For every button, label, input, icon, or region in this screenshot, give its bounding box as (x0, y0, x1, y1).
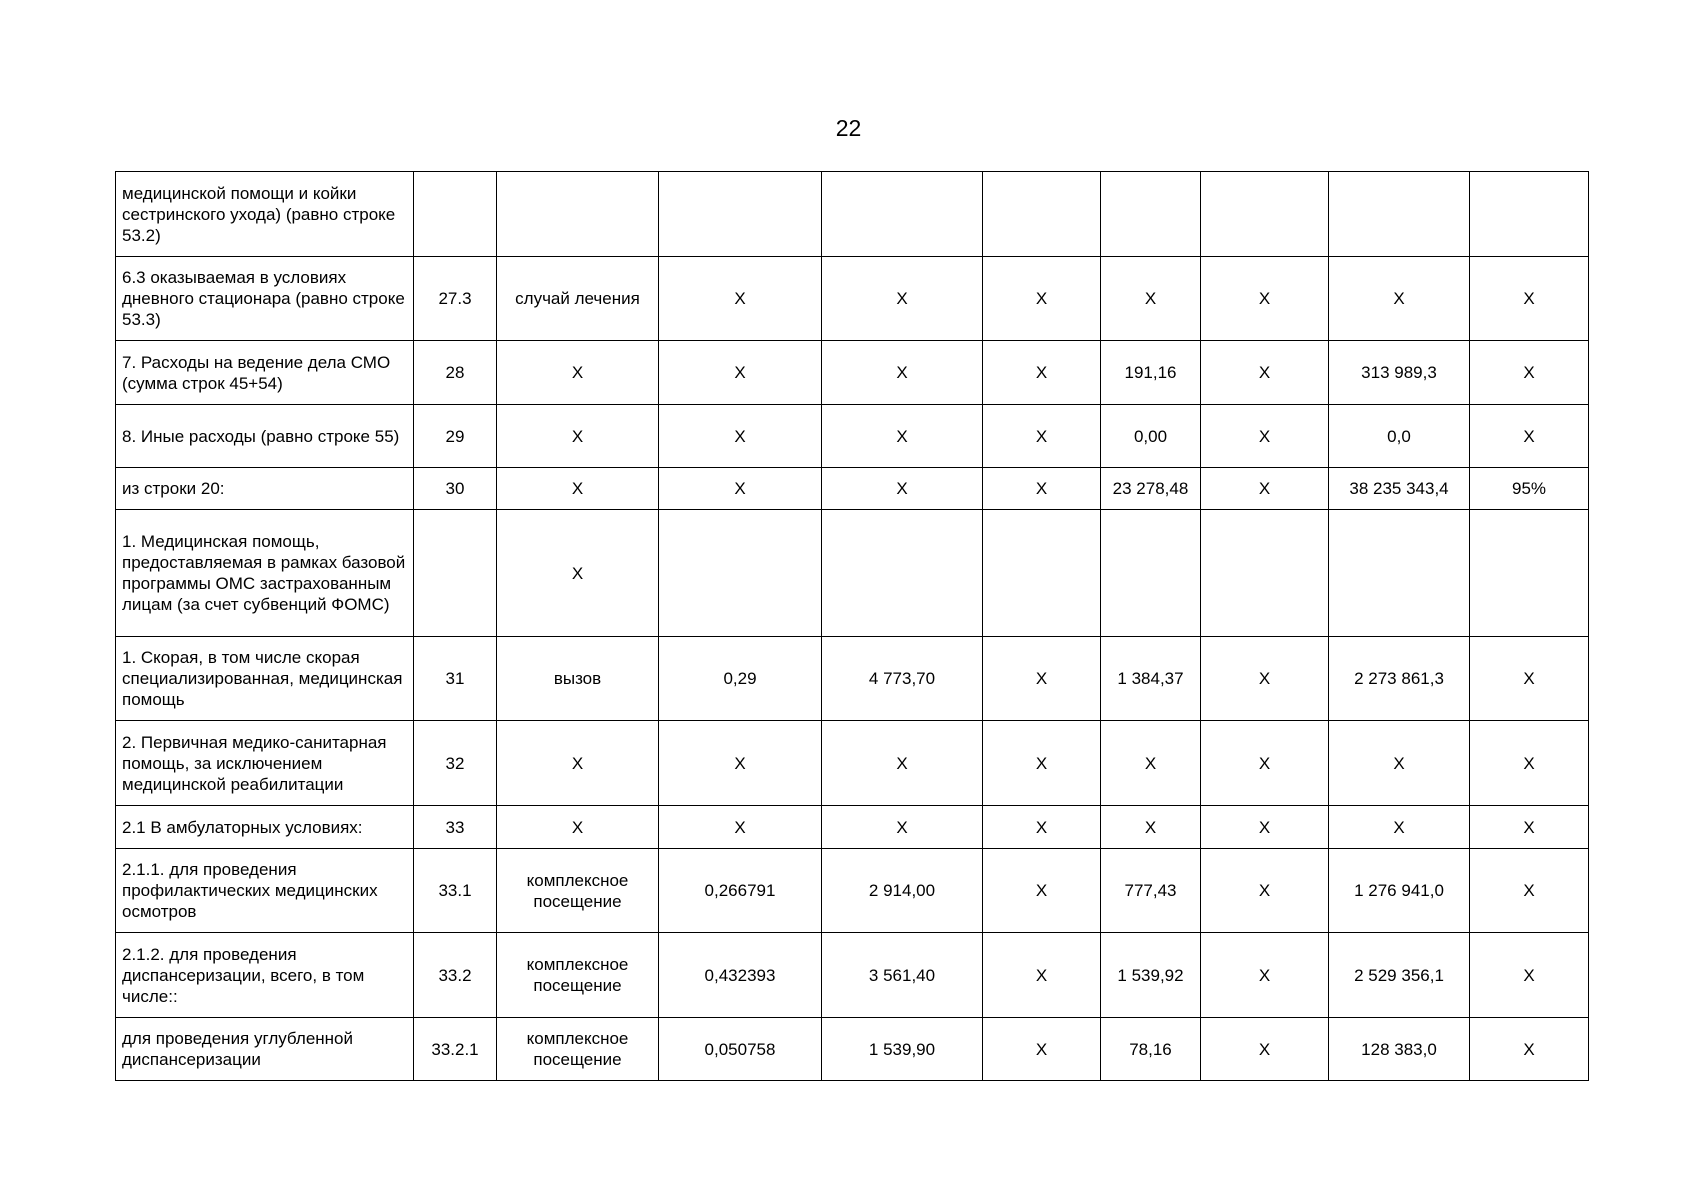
table-cell (822, 172, 983, 257)
row-label-cell: 7. Расходы на ведение дела СМО (сумма строк 45+54) (116, 341, 414, 405)
table-cell: Х (822, 468, 983, 510)
table-cell: 33.2.1 (414, 1018, 497, 1081)
table-cell: 1 539,90 (822, 1018, 983, 1081)
table-cell: Х (822, 341, 983, 405)
financing-table (115, 171, 1589, 1081)
table-body (116, 172, 1589, 1081)
table-cell: Х (983, 341, 1101, 405)
table-cell: Х (497, 341, 659, 405)
table-cell: Х (1201, 721, 1329, 806)
table-cell: Х (1101, 806, 1201, 849)
table-cell: Х (659, 721, 822, 806)
table-cell (822, 510, 983, 637)
table-row (116, 510, 1589, 637)
table-row (116, 721, 1589, 806)
table-cell (497, 172, 659, 257)
table-cell: 29 (414, 405, 497, 468)
table-cell: Х (1329, 257, 1470, 341)
table-cell: Х (1470, 637, 1589, 721)
table-cell: 0,0 (1329, 405, 1470, 468)
table-cell: Х (659, 257, 822, 341)
table-row (116, 172, 1589, 257)
table-cell: Х (1201, 257, 1329, 341)
table-cell: 2 914,00 (822, 849, 983, 933)
table-cell: комплексное посещение (497, 849, 659, 933)
table-cell (1101, 172, 1201, 257)
table-row (116, 341, 1589, 405)
table-row (116, 1018, 1589, 1081)
table-cell: Х (983, 806, 1101, 849)
row-label-cell: из строки 20: (116, 468, 414, 510)
table-cell (1101, 510, 1201, 637)
row-label-cell: 1. Медицинская помощь, предоставляемая в рамках базовой программы ОМС застрахованным лицам (за счет субвенций ФОМС) (116, 510, 414, 637)
table-cell: 777,43 (1101, 849, 1201, 933)
table-cell: вызов (497, 637, 659, 721)
table-cell: 313 989,3 (1329, 341, 1470, 405)
table-cell: Х (1470, 257, 1589, 341)
table-cell: 1 539,92 (1101, 933, 1201, 1018)
table-cell: 191,16 (1101, 341, 1201, 405)
table-cell (1470, 510, 1589, 637)
table-cell: Х (659, 341, 822, 405)
table-cell: Х (983, 933, 1101, 1018)
table-cell (983, 510, 1101, 637)
table-cell: Х (659, 806, 822, 849)
table-cell: 33.1 (414, 849, 497, 933)
row-label-cell: медицинской помощи и койки сестринского ухода) (равно строке 53.2) (116, 172, 414, 257)
table-cell: 31 (414, 637, 497, 721)
table-cell (1201, 510, 1329, 637)
table-cell: 28 (414, 341, 497, 405)
table-cell: Х (983, 849, 1101, 933)
table-cell: 0,266791 (659, 849, 822, 933)
table-cell: Х (1329, 806, 1470, 849)
table-cell: Х (983, 721, 1101, 806)
table-cell (983, 172, 1101, 257)
table-cell: Х (983, 405, 1101, 468)
table-cell: Х (1101, 257, 1201, 341)
row-label-cell: для проведения углубленной диспансеризации (116, 1018, 414, 1081)
table-cell: 1 384,37 (1101, 637, 1201, 721)
table-row (116, 933, 1589, 1018)
table-cell: 27.3 (414, 257, 497, 341)
table-cell: Х (659, 468, 822, 510)
table-cell: 33 (414, 806, 497, 849)
table-cell: 1 276 941,0 (1329, 849, 1470, 933)
page-number: 22 (835, 115, 862, 141)
table-cell (1329, 172, 1470, 257)
table-cell (1470, 172, 1589, 257)
table-cell: Х (983, 257, 1101, 341)
table-cell: комплексное посещение (497, 933, 659, 1018)
table-cell: Х (1201, 637, 1329, 721)
table-cell: Х (822, 257, 983, 341)
table-cell: Х (659, 405, 822, 468)
table-cell: Х (983, 637, 1101, 721)
row-label-cell: 2.1.1. для проведения профилактических медицинских осмотров (116, 849, 414, 933)
table-cell: Х (497, 721, 659, 806)
row-label-cell: 2. Первичная медико-санитарная помощь, за исключением медицинской реабилитации (116, 721, 414, 806)
table-cell: комплексное посещение (497, 1018, 659, 1081)
table-cell: 78,16 (1101, 1018, 1201, 1081)
table-cell: Х (822, 806, 983, 849)
table-cell: Х (1470, 1018, 1589, 1081)
table-cell: 2 273 861,3 (1329, 637, 1470, 721)
table-cell: Х (1470, 721, 1589, 806)
table-cell (659, 172, 822, 257)
table-row (116, 468, 1589, 510)
table-cell: Х (1101, 721, 1201, 806)
table-cell: Х (983, 468, 1101, 510)
table-row (116, 405, 1589, 468)
table-cell: Х (1470, 341, 1589, 405)
table-cell: 4 773,70 (822, 637, 983, 721)
table-cell: Х (497, 405, 659, 468)
table-cell: Х (1201, 1018, 1329, 1081)
table-cell: 30 (414, 468, 497, 510)
table-cell: случай лечения (497, 257, 659, 341)
table-cell: Х (1201, 468, 1329, 510)
row-label-cell: 6.3 оказываемая в условиях дневного стационара (равно строке 53.3) (116, 257, 414, 341)
table-cell: 0,29 (659, 637, 822, 721)
table-cell: 23 278,48 (1101, 468, 1201, 510)
table-cell: Х (1201, 405, 1329, 468)
table-cell: 0,050758 (659, 1018, 822, 1081)
table-cell: Х (1470, 806, 1589, 849)
row-label-cell: 2.1.2. для проведения диспансеризации, всего, в том числе:: (116, 933, 414, 1018)
row-label-cell: 1. Скорая, в том числе скорая специализированная, медицинская помощь (116, 637, 414, 721)
table-row (116, 637, 1589, 721)
table-cell: 0,00 (1101, 405, 1201, 468)
table-cell: Х (983, 1018, 1101, 1081)
table-row (116, 257, 1589, 341)
table-cell: 2 529 356,1 (1329, 933, 1470, 1018)
table-cell: 95% (1470, 468, 1589, 510)
table-row (116, 806, 1589, 849)
table-cell: Х (822, 721, 983, 806)
table-cell (414, 172, 497, 257)
table-cell: Х (1201, 341, 1329, 405)
table-cell: Х (1201, 933, 1329, 1018)
row-label-cell: 8. Иные расходы (равно строке 55) (116, 405, 414, 468)
table-cell: Х (1470, 849, 1589, 933)
table-cell: Х (1201, 849, 1329, 933)
table-cell: Х (1470, 933, 1589, 1018)
table-cell: Х (497, 510, 659, 637)
table-cell: Х (497, 806, 659, 849)
table-cell: Х (822, 405, 983, 468)
row-label-cell: 2.1 В амбулаторных условиях: (116, 806, 414, 849)
table-cell: 3 561,40 (822, 933, 983, 1018)
table-cell: 0,432393 (659, 933, 822, 1018)
table-cell: Х (1470, 405, 1589, 468)
table-cell (659, 510, 822, 637)
table-cell: Х (497, 468, 659, 510)
table-cell: 33.2 (414, 933, 497, 1018)
table-cell: Х (1201, 806, 1329, 849)
table-cell (1329, 510, 1470, 637)
table-cell: 32 (414, 721, 497, 806)
table-cell: 38 235 343,4 (1329, 468, 1470, 510)
table-cell: 128 383,0 (1329, 1018, 1470, 1081)
table-row (116, 849, 1589, 933)
table-cell (1201, 172, 1329, 257)
table-cell (414, 510, 497, 637)
table-cell: Х (1329, 721, 1470, 806)
